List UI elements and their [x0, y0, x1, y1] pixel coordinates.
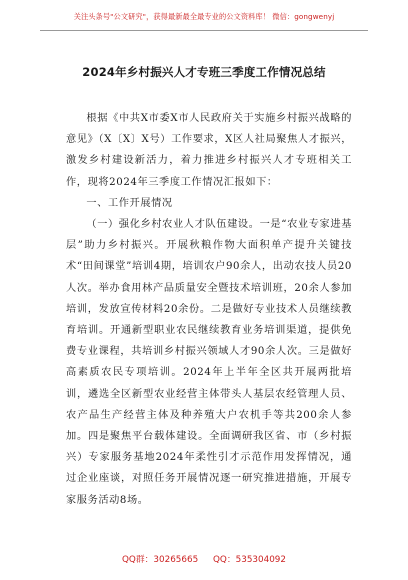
section-heading: 一、工作开展情况 — [86, 197, 173, 209]
header-divider — [40, 30, 368, 31]
header-banner[interactable] — [40, 6, 368, 28]
document-body — [66, 108, 352, 511]
intro-paragraph: 根据《中共X市委X市人民政府关于实施乡村振兴战略的意见》（X〔X〕X号）工作要求，X区人社局聚焦人才振兴，激发乡村建设新活力，着力推进乡村振兴人才专班相关工作，现将2024年三季度工作情况汇报如下： — [66, 113, 352, 188]
header-banner-text[interactable]: 关注头条号"公文研究"，获得最新最全最专业的公文资料库！ 微信：gongwenyj — [73, 12, 335, 21]
footer-qq-group[interactable]: QQ群：30265665 — [121, 555, 199, 565]
body-paragraph: （一）强化乡村农业人才队伍建设。一是“农业专家进基层”助力乡村振兴。开展秋粮作物大面积单产提升关键技术“田间课堂”培训4期，培训农户90余人，出动农技人员20人次。举办食用林产品质量安全暨技术培训班，20余人参加培训，发放宣传材料20余份。二是做好专业技术人员继续教育培训。开通新型职业农民继续教育业务培训渠道，提供免费专业课程，共培训乡村振兴领域人才90余人次。三是做好高素质农民专项培训。2024年上半年全区共开展两批培训，遴选全区新型农业经营主体带头人基层农经管理人员、农产品生产经营主体及种养殖大户农机手等共200余人参加。四是聚焦平台载体建设。全面调研我区省、市（乡村振兴）专家服务基地2024年柔性引才示范作用发挥情况，通过企业座谈，对照任务开展情况逐一研究推进措施，开展专家服务活动8场。 — [66, 219, 352, 506]
document-title: 2024年乡村振兴人才专班三季度工作情况总结 — [82, 65, 326, 79]
footer-qq[interactable]: QQ：535304092 — [212, 555, 287, 565]
footer-contact — [0, 552, 408, 565]
